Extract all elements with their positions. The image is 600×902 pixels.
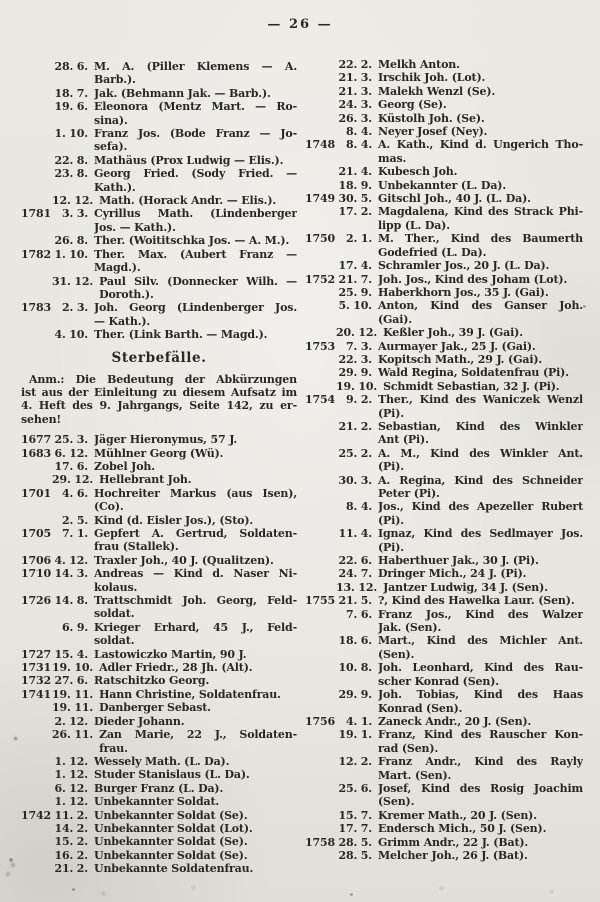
record-year: 1732: [21, 674, 52, 688]
record-text: Paul Silv. (Donnecker Wilh. — Doroth.).: [99, 274, 297, 301]
record-text: Schmidt Sebastian, 32 J. (Pi).: [383, 379, 560, 393]
record-text: Danberger Sebast.: [99, 701, 211, 715]
record-text: Zaneck Andr., 20 J. (Sen).: [378, 714, 532, 728]
record-year: 1726: [21, 594, 52, 608]
record-text: Unbekannter Soldat (Se).: [94, 835, 248, 849]
record-date: 15. 4.: [54, 647, 88, 661]
record-row: [21, 728, 297, 755]
record-date: 22. 6.: [338, 554, 372, 568]
record-text: Irschik Joh. (Lot).: [378, 71, 486, 85]
record-date: 19. 11.: [52, 687, 94, 701]
record-year: 1754: [305, 393, 336, 407]
record-row: [305, 380, 583, 393]
record-year: 1782: [21, 247, 52, 261]
record-text: Sebastian, Kind des Winkler Ant (Pi).: [378, 419, 583, 447]
record-row: [21, 567, 297, 594]
record-text: Haberthuer Jak., 30 J. (Pi).: [378, 554, 539, 568]
paper-speck: [9, 858, 13, 862]
record-text: Unbekannter Soldat (Lot).: [94, 821, 253, 835]
record-text: Eleonora (Mentz Mart. — Ro- sina).: [94, 100, 297, 127]
record-text: Franz Jos. (Bode Franz — Jo- sefa).: [94, 127, 297, 154]
record-row: [305, 755, 583, 782]
record-row: [305, 715, 583, 728]
record-row: [305, 112, 583, 125]
record-year: 1755: [305, 594, 336, 608]
record-row: [305, 353, 583, 366]
record-text: Joh. Georg (Lindenberger Jos. — Kath.).: [94, 301, 297, 328]
section-heading-sterbefaelle: Sterbefälle.: [111, 349, 207, 366]
record-text: Zobel Joh.: [94, 459, 155, 473]
record-row: [305, 85, 583, 98]
record-row: [305, 836, 583, 849]
record-text: Gitschl Joh., 40 J. (L. Da).: [378, 192, 531, 206]
record-row: [305, 71, 583, 84]
record-text: Studer Stanislaus (L. Da).: [94, 768, 250, 782]
left-column: [21, 60, 297, 876]
record-text: M. Ther., Kind des Baumerth Godefried (L. Da).: [378, 232, 583, 259]
record-text: Georg Fried. (Sody Fried. — Kath.).: [94, 167, 297, 194]
record-row: [305, 447, 583, 474]
record-row: [305, 474, 583, 501]
record-row: [21, 795, 297, 808]
record-text: Georg (Se).: [378, 98, 447, 112]
record-row: [21, 768, 297, 781]
record-text: Franz, Kind des Rauscher Kon- rad (Sen).: [378, 728, 583, 755]
record-text: Schramler Jos., 20 J. (L. Da).: [378, 259, 550, 273]
record-text: Ther. (Link Barth. — Magd.).: [94, 328, 268, 342]
record-year: 1677: [21, 433, 52, 447]
record-row: [305, 340, 583, 353]
record-date: 7. 3.: [345, 339, 372, 353]
page-number: — 26 —: [267, 17, 333, 32]
record-row: [21, 194, 297, 207]
record-row: [305, 822, 583, 835]
record-date: 19. 10.: [52, 661, 94, 675]
record-text: Andreas — Kind d. Naser Ni- kolaus.: [94, 567, 297, 594]
record-row: [305, 165, 583, 178]
record-text: Küstolh Joh. (Se).: [378, 111, 485, 125]
record-text: A. Kath., Kind d. Ungerich Tho- mas.: [378, 138, 583, 165]
records-top-section: [21, 60, 297, 342]
record-date: 30. 3.: [338, 473, 372, 487]
record-date: 16. 2.: [54, 848, 88, 862]
record-row: [21, 275, 297, 302]
record-year: 1783: [21, 301, 52, 315]
record-row: [305, 259, 583, 272]
record-date: 2. 3.: [61, 301, 88, 315]
record-text: Wessely Math. (L. Da).: [94, 754, 230, 768]
record-text: Math. (Horack Andr. — Elis.).: [99, 194, 277, 208]
record-date: 18. 6.: [338, 634, 372, 648]
record-row: [305, 688, 583, 715]
record-row: [305, 125, 583, 138]
record-date: 25. 2.: [338, 446, 372, 460]
record-row: [305, 366, 583, 379]
record-row: [21, 661, 297, 674]
record-text: Krieger Erhard, 45 J., Feld- soldat.: [94, 620, 297, 648]
record-date: 24. 3.: [338, 98, 372, 112]
record-date: 6. 12.: [54, 446, 88, 460]
record-row: [305, 554, 583, 567]
record-text: Jantzer Ludwig, 34 J. (Sen).: [383, 580, 548, 594]
record-row: [21, 715, 297, 728]
record-text: Joh. Tobias, Kind des Haas Konrad (Sen).: [378, 688, 583, 715]
record-text: Kubesch Joh.: [378, 165, 458, 179]
record-date: 18. 9.: [338, 178, 372, 192]
record-date: 6. 9.: [61, 620, 88, 634]
record-row: [21, 460, 297, 473]
record-text: Joh. Jos., Kind des Joham (Lot).: [378, 272, 568, 286]
record-date: 26. 11.: [52, 728, 94, 742]
record-text: Haberkhorn Jos., 35 J. (Gai).: [378, 285, 549, 299]
record-row: [21, 782, 297, 795]
record-year: 1749: [305, 192, 336, 206]
record-date: 1. 12.: [54, 795, 88, 809]
record-row: [21, 487, 297, 514]
paper-speck: [350, 893, 353, 896]
record-date: 17. 7.: [338, 822, 372, 836]
record-text: Hann Christine, Soldatenfrau.: [99, 687, 281, 701]
record-date: 1. 10.: [54, 247, 88, 261]
record-row: [21, 234, 297, 247]
record-text: Ther., Kind des Waniczek Wenzl (Pi).: [378, 393, 583, 420]
record-row: [21, 674, 297, 687]
record-text: Mathäus (Prox Ludwig — Elis.).: [94, 153, 284, 167]
record-date: 21. 3.: [338, 84, 372, 98]
record-row: [305, 299, 583, 326]
record-year: 1748: [305, 138, 336, 152]
record-date: 15. 7.: [338, 808, 372, 822]
paper-speck: [14, 737, 17, 740]
record-date: 7. 6.: [345, 607, 372, 621]
record-date: 25. 6.: [338, 781, 372, 795]
record-row: [21, 755, 297, 768]
record-date: 26. 8.: [54, 234, 88, 248]
record-date: 11. 2.: [54, 808, 88, 822]
record-row: [21, 433, 297, 446]
record-text: Jak. (Behmann Jak. — Barb.).: [94, 86, 271, 100]
record-date: 27. 6.: [54, 674, 88, 688]
record-row: [21, 648, 297, 661]
record-text: Cyrillus Math. (Lindenberger Jos. — Kath.).: [94, 207, 297, 234]
record-row: [21, 527, 297, 554]
record-date: 1. 12.: [54, 768, 88, 782]
record-row: [21, 248, 297, 275]
record-text: M. A. (Piller Klemens — A. Barb.).: [94, 60, 297, 87]
record-date: 21. 7.: [338, 272, 372, 286]
record-date: 9. 2.: [345, 393, 372, 407]
record-text: Adler Friedr., 28 Jh. (Alt).: [99, 661, 253, 675]
record-date: 19. 10.: [336, 379, 378, 393]
record-text: Mühlner Georg (Wü).: [94, 446, 224, 460]
record-date: 13. 12.: [336, 580, 378, 594]
record-date: 22. 2.: [338, 58, 372, 71]
record-text: Ignaz, Kind des Sedlmayer Jos. (Pi).: [378, 527, 583, 554]
record-year: 1683: [21, 446, 52, 460]
record-year: 1706: [21, 553, 52, 567]
record-year: 1742: [21, 808, 52, 822]
record-row: [21, 207, 297, 234]
record-row: [21, 621, 297, 648]
record-row: [305, 286, 583, 299]
record-text: Grimm Andr., 22 J. (Bat).: [378, 835, 529, 849]
record-row: [305, 393, 583, 420]
record-row: [305, 98, 583, 111]
record-date: 26. 3.: [338, 111, 372, 125]
record-row: [21, 127, 297, 154]
record-date: 8. 4.: [345, 500, 372, 514]
record-text: Jos., Kind des Apezeller Rubert (Pi).: [378, 500, 583, 527]
record-year: 1727: [21, 647, 52, 661]
record-date: 5. 10.: [338, 299, 372, 313]
record-text: Melcher Joh., 26 J. (Bat).: [378, 848, 528, 862]
record-date: 22. 8.: [54, 153, 88, 167]
record-text: Kind (d. Eisler Jos.), (Sto).: [94, 513, 254, 527]
record-row: [21, 822, 297, 835]
record-date: 19. 11.: [52, 701, 94, 715]
record-date: 30. 5.: [338, 192, 372, 206]
note-line: 4. Heft des 9. Jahrgangs, Seite 142, zu er-: [21, 399, 297, 413]
record-row: [305, 849, 583, 862]
paper-speck: [583, 305, 586, 308]
record-date: 28. 5.: [338, 848, 372, 862]
record-text: ?, Kind des Hawelka Laur. (Sen).: [378, 594, 575, 608]
record-date: 2. 12.: [54, 714, 88, 728]
record-date: 17. 6.: [54, 459, 88, 473]
record-text: Endersch Mich., 50 J. (Sen).: [378, 822, 547, 836]
record-date: 8. 4.: [345, 125, 372, 139]
record-text: Josef, Kind des Rosig Joachim (Sen).: [378, 781, 583, 809]
record-date: 18. 7.: [54, 86, 88, 100]
record-row: [305, 661, 583, 688]
record-date: 20. 12.: [336, 326, 378, 340]
record-text: Unbekannte Soldatenfrau.: [94, 862, 254, 876]
record-row: [21, 154, 297, 167]
record-text: Dieder Johann.: [94, 714, 185, 728]
record-text: Unbekannter Soldat (Se).: [94, 848, 248, 862]
record-date: 4. 12.: [54, 553, 88, 567]
record-year: 1705: [21, 527, 52, 540]
record-text: Magdalena, Kind des Strack Phi- lipp (L. Da).: [378, 205, 583, 232]
record-row: [305, 527, 583, 554]
record-text: Malekh Wenzl (Se).: [378, 84, 496, 98]
record-row: [305, 420, 583, 447]
record-row: [21, 849, 297, 862]
record-year: 1752: [305, 272, 336, 286]
record-text: Unbekannter Soldat (Se).: [94, 808, 248, 822]
record-date: 21. 3.: [338, 71, 372, 85]
record-text: Ther. Max. (Aubert Franz — Magd.).: [94, 247, 297, 275]
record-row: [21, 809, 297, 822]
note-line: Anm.: Die Bedeutung der Abkürzungen: [29, 372, 297, 386]
right-column: [305, 58, 583, 862]
abbreviation-note: [21, 373, 297, 427]
record-year: 1710: [21, 567, 52, 581]
record-row: [21, 100, 297, 127]
record-text: Ratschitzko Georg.: [94, 674, 210, 688]
record-text: A. M., Kind des Winkler Ant. (Pi).: [378, 446, 583, 474]
record-year: 1701: [21, 486, 52, 500]
record-row: [305, 782, 583, 809]
record-row: [21, 835, 297, 848]
record-date: 8. 4.: [345, 138, 372, 152]
record-date: 29. 12.: [52, 473, 94, 487]
record-row: [305, 179, 583, 192]
record-text: Keßler Joh., 39 J. (Gai).: [383, 326, 523, 340]
record-text: Hellebrant Joh.: [99, 473, 192, 487]
record-row: [21, 473, 297, 486]
record-row: [21, 514, 297, 527]
record-date: 11. 4.: [338, 527, 372, 541]
record-date: 14. 3.: [54, 567, 88, 581]
record-date: 21. 2.: [54, 862, 88, 876]
record-row: [21, 447, 297, 460]
record-date: 3. 3.: [61, 207, 88, 221]
record-text: Jäger Hieronymus, 57 J.: [94, 433, 238, 447]
record-date: 25. 3.: [54, 433, 88, 447]
record-date: 1. 10.: [54, 127, 88, 141]
record-year: 1741: [21, 687, 52, 701]
record-row: [21, 328, 297, 341]
record-date: 4. 6.: [61, 486, 88, 500]
record-date: 17. 4.: [338, 259, 372, 273]
record-row: [305, 273, 583, 286]
record-date: 1. 12.: [54, 754, 88, 768]
record-date: 17. 2.: [338, 205, 372, 219]
record-date: 24. 7.: [338, 567, 372, 581]
record-row: [305, 58, 583, 71]
record-text: Neyer Josef (Ney).: [378, 125, 488, 139]
record-date: 22. 3.: [338, 352, 372, 366]
record-text: Unbekannter Soldat.: [94, 795, 220, 809]
record-row: [305, 809, 583, 822]
record-year: 1753: [305, 339, 336, 353]
record-row: [305, 205, 583, 232]
record-row: [21, 60, 297, 87]
record-text: Gepfert A. Gertrud, Soldaten- frau (Stallek).: [94, 527, 297, 554]
record-date: 15. 2.: [54, 835, 88, 849]
note-line: ist aus der Einleitung zu diesem Aufsatz im: [21, 385, 297, 399]
record-date: 4. 10.: [54, 328, 88, 342]
record-date: 12. 12.: [52, 194, 94, 208]
record-date: 19. 6.: [54, 100, 88, 114]
record-text: Ther. (Woititschka Jos. — A. M.).: [94, 234, 290, 248]
record-date: 2. 5.: [61, 513, 88, 527]
record-date: 21. 5.: [338, 594, 372, 608]
record-text: Anton, Kind des Ganser Joh. (Gai).: [378, 299, 583, 326]
record-text: Hochreiter Markus (aus Isen), (Co).: [94, 486, 297, 514]
record-date: 7. 1.: [61, 527, 88, 540]
record-text: A. Regina, Kind des Schneider Peter (Pi).: [378, 473, 583, 500]
record-date: 31. 12.: [52, 274, 94, 288]
record-row: [21, 87, 297, 100]
record-text: Unbekannter (L. Da).: [378, 178, 507, 192]
record-row: [305, 608, 583, 635]
record-date: 19. 1.: [338, 728, 372, 742]
record-text: Burger Franz (L. Da).: [94, 781, 224, 795]
record-row: [305, 567, 583, 580]
record-date: 29. 9.: [338, 366, 372, 380]
record-row: [305, 594, 583, 607]
record-date: 10. 8.: [338, 661, 372, 675]
record-row: [305, 581, 583, 594]
record-date: 28. 6.: [54, 60, 88, 73]
record-row: [305, 192, 583, 205]
record-row: [305, 634, 583, 661]
record-text: Franz Jos., Kind des Walzer Jak. (Sen).: [378, 607, 583, 635]
record-date: 25. 9.: [338, 285, 372, 299]
record-text: Trattschmidt Joh. Georg, Feld- soldat.: [94, 594, 297, 621]
record-date: 23. 8.: [54, 167, 88, 181]
record-text: Dringer Mich., 24 J. (Pi).: [378, 567, 527, 581]
record-date: 4. 1.: [345, 714, 372, 728]
record-date: 21. 4.: [338, 165, 372, 179]
record-date: 12. 2.: [338, 755, 372, 769]
record-date: 6. 12.: [54, 781, 88, 795]
record-text: Wald Regina, Soldatenfrau (Pi).: [378, 366, 569, 380]
record-row: [21, 701, 297, 714]
record-year: 1758: [305, 835, 336, 849]
record-date: 29. 9.: [338, 688, 372, 702]
record-text: Zan Marie, 22 J., Soldaten- frau.: [99, 728, 297, 755]
record-row: [21, 862, 297, 875]
record-text: Joh. Leonhard, Kind des Rau- scher Konrad (Sen).: [378, 661, 583, 688]
record-row: [305, 138, 583, 165]
record-row: [305, 500, 583, 527]
record-text: Franz Andr., Kind des Rayly Mart. (Sen).: [378, 755, 583, 782]
record-row: [21, 301, 297, 328]
record-text: Lastowiczko Martin, 90 J.: [94, 647, 247, 661]
note-line: sehen!: [21, 412, 62, 426]
record-date: 2. 1.: [345, 232, 372, 246]
record-date: 14. 2.: [54, 821, 88, 835]
record-text: Aurmayer Jak., 25 J. (Gai).: [378, 339, 536, 353]
record-year: 1781: [21, 207, 52, 221]
record-row: [21, 594, 297, 621]
record-year: 1731: [21, 661, 52, 675]
record-row: [305, 326, 583, 339]
record-text: Mart., Kind des Michler Ant. (Sen).: [378, 634, 583, 661]
record-date: 28. 5.: [338, 835, 372, 849]
record-date: 21. 2.: [338, 419, 372, 433]
record-year: 1756: [305, 714, 336, 728]
record-row: [21, 688, 297, 701]
record-year: 1750: [305, 232, 336, 246]
record-row: [305, 728, 583, 755]
record-text: Kremer Math., 20 J. (Sen).: [378, 808, 537, 822]
record-row: [21, 167, 297, 194]
record-text: Traxler Joh., 40 J. (Qualitzen).: [94, 553, 274, 567]
record-row: [305, 232, 583, 259]
record-text: Melkh Anton.: [378, 58, 460, 71]
records-death-section: [21, 433, 297, 875]
record-text: Kopitsch Math., 29 J. (Gai).: [378, 352, 543, 366]
paper-speck: [72, 888, 75, 891]
record-date: 14. 8.: [54, 594, 88, 608]
record-row: [21, 554, 297, 567]
